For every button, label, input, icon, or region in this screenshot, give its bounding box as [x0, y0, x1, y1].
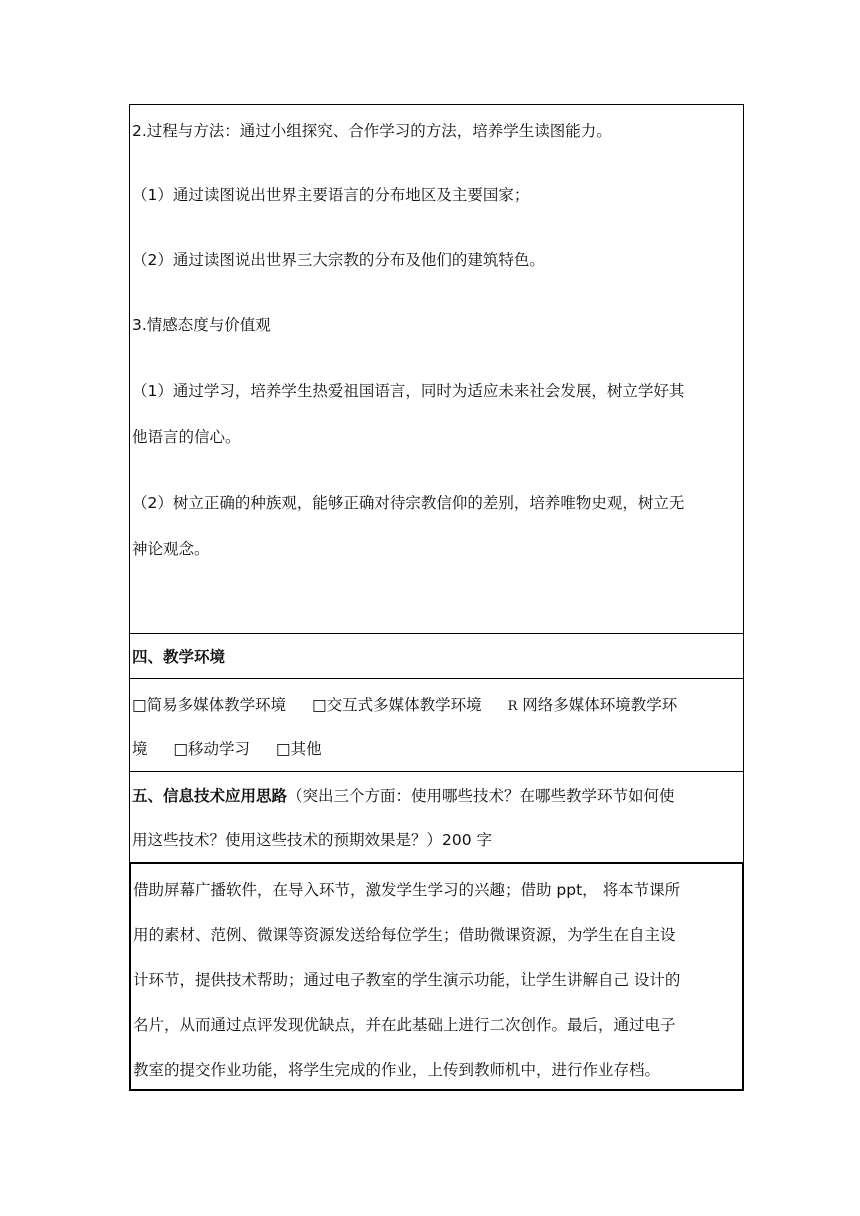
- tech-paragraph-line-2: 用的素材、范例、微课等资源发送给每位学生；借助微课资源，为学生在自主设: [133, 926, 676, 944]
- tech-heading-line-2: 用这些技术？使用这些技术的预期效果是？）200 字: [132, 831, 493, 849]
- environment-options-cell: [129, 678, 744, 772]
- process-method-item-1: （1）通过读图说出世界主要语言的分布地区及主要国家；: [132, 186, 530, 204]
- option-interactive-multimedia[interactable]: □交互式多媒体教学环境: [312, 696, 482, 714]
- environment-heading: 四、教学环境: [132, 648, 226, 666]
- environment-heading-cell: [129, 633, 744, 679]
- tech-paragraph-line-5: 教室的提交作业功能，将学生完成的作业，上传到教师机中，进行作业存档。: [133, 1061, 661, 1079]
- emotion-item-1-line-2: 他语言的信心。: [132, 428, 241, 446]
- emotion-heading: 3.情感态度与价值观: [132, 316, 271, 334]
- option-simple-multimedia[interactable]: □简易多媒体教学环境: [132, 696, 287, 714]
- option-network-multimedia-continued: 境: [132, 740, 148, 758]
- checked-mark-icon: R: [507, 699, 518, 714]
- environment-options-line-2: [132, 739, 322, 759]
- tech-heading-cell: [129, 771, 744, 863]
- process-method-item-2: （2）通过读图说出世界三大宗教的分布及他们的建筑特色。: [132, 251, 545, 269]
- tech-paragraph-line-4: 名片，从而通过点评发现优缺点，并在此基础上进行二次创作。最后，通过电子: [133, 1016, 676, 1034]
- tech-heading-note: （突出三个方面：使用哪些技术？在哪些教学环节如何使: [287, 787, 675, 805]
- environment-options-line-1: [132, 695, 677, 717]
- option-other[interactable]: □其他: [275, 740, 322, 758]
- tech-content-cell: [129, 862, 744, 1091]
- objectives-cell: [129, 104, 744, 634]
- emotion-item-1-line-1: （1）通过学习，培养学生热爱祖国语言，同时为适应未来社会发展，树立学好其: [132, 382, 685, 400]
- process-method-text: 2.过程与方法：通过小组探究、合作学习的方法，培养学生读图能力。: [132, 122, 612, 140]
- emotion-item-2-line-2: 神论观念。: [132, 540, 210, 558]
- option-mobile-learning[interactable]: □移动学习: [173, 740, 251, 758]
- tech-heading-title: 五、信息技术应用思路: [132, 787, 288, 805]
- option-network-multimedia[interactable]: R 网络多媒体环境教学环: [507, 696, 678, 714]
- emotion-item-2-line-1: （2）树立正确的种族观，能够正确对待宗教信仰的差别，培养唯物史观，树立无: [132, 494, 685, 512]
- tech-paragraph-line-1: 借助屏幕广播软件，在导入环节，激发学生学习的兴趣；借助 ppt， 将本节课所: [133, 881, 681, 899]
- tech-paragraph-line-3: 计环节，提供技术帮助；通过电子教室的学生演示功能，让学生讲解自己 设计的: [133, 971, 681, 989]
- tech-heading-line-1: [132, 786, 675, 806]
